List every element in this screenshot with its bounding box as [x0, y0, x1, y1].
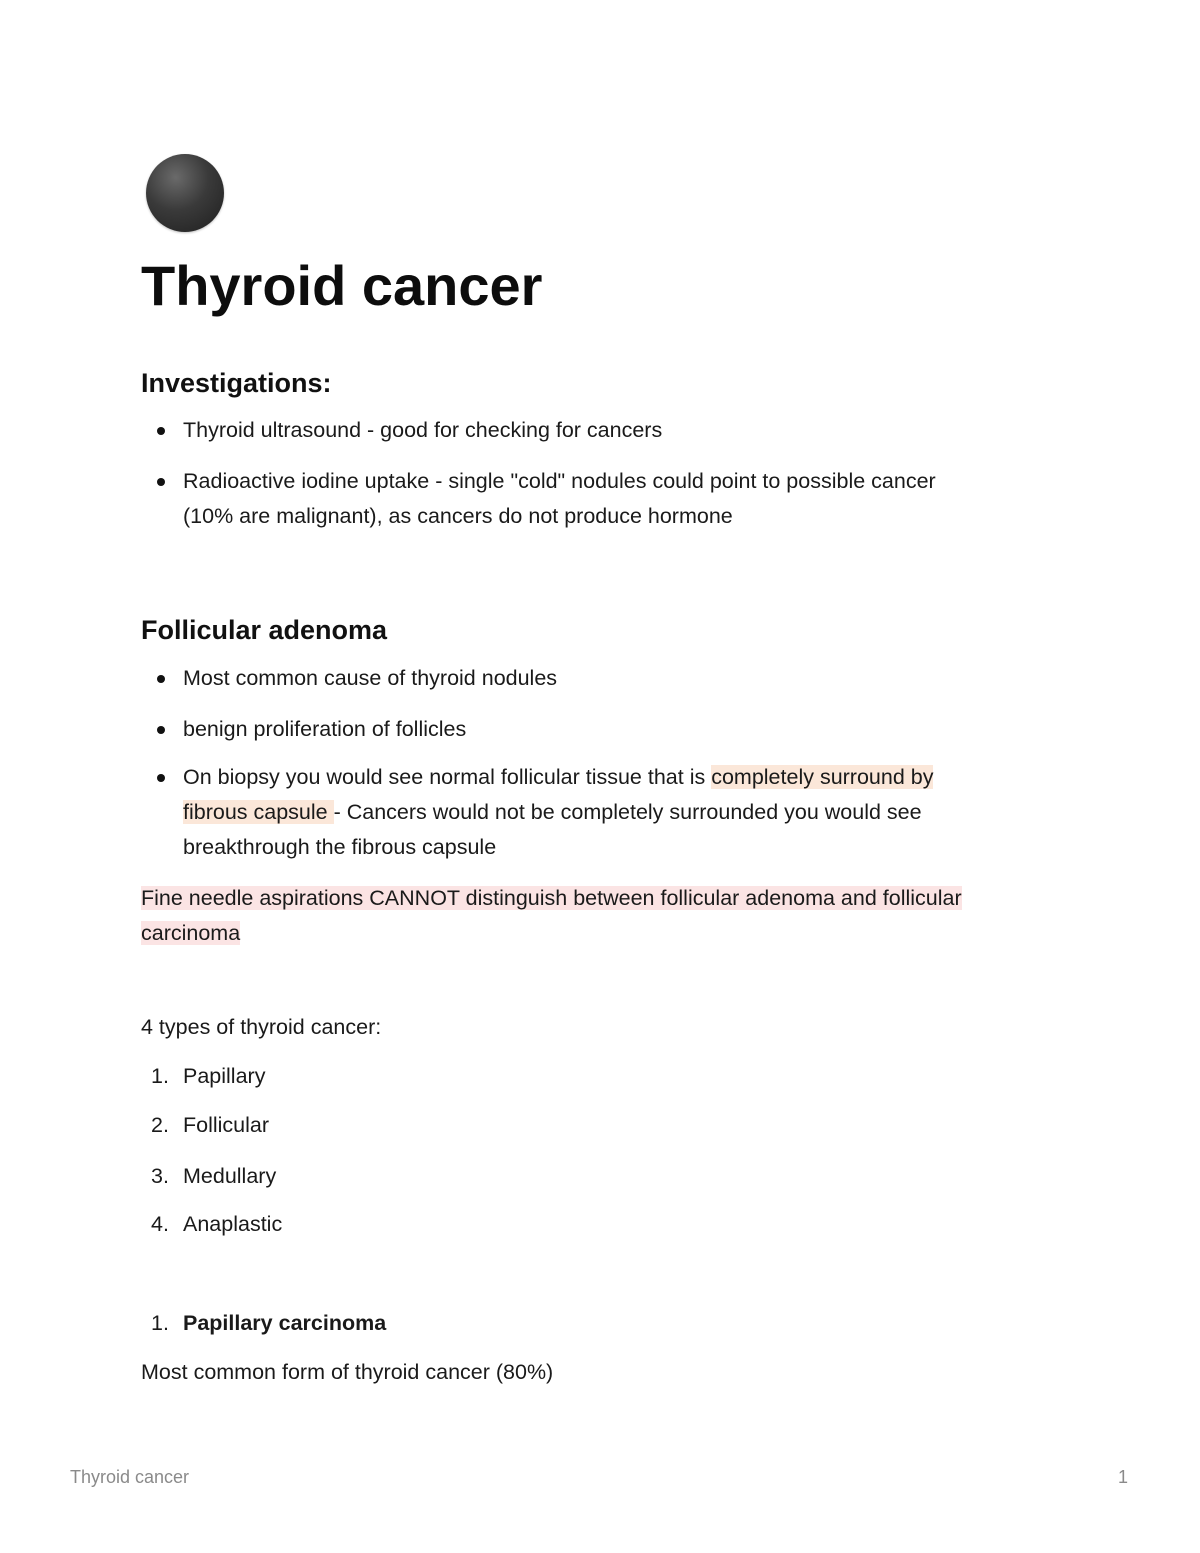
list-item-text: Most common cause of thyroid nodules: [183, 666, 558, 690]
bullet-icon: [157, 478, 165, 486]
list-number: 3.: [151, 1164, 169, 1188]
list-item-text: (10% are malignant), as cancers do not produce hormone: [183, 504, 733, 528]
footer-title: Thyroid cancer: [70, 1467, 190, 1487]
types-intro: 4 types of thyroid cancer:: [141, 1015, 382, 1039]
list-item-text: Medullary: [183, 1164, 277, 1188]
highlighted-text: fibrous capsule: [183, 800, 334, 824]
fna-note: [141, 916, 240, 951]
fna-note: [141, 881, 962, 916]
list-item-text: Thyroid ultrasound - good for checking for cancers: [183, 418, 663, 442]
biopsy-text: - Cancers would not be completely surrounded you would see: [333, 800, 922, 824]
list-item-text: Radioactive iodine uptake - single "cold" nodules could point to possible cancer: [183, 469, 936, 493]
list-item-text: Papillary: [183, 1064, 266, 1088]
bullet-icon: [157, 427, 165, 435]
investigations-heading: Investigations:: [141, 368, 332, 398]
list-item-text: breakthrough the fibrous capsule: [183, 835, 497, 859]
highlighted-text: completely surround by: [711, 765, 934, 789]
list-item-text: [183, 760, 933, 795]
page-title: Thyroid cancer: [141, 254, 543, 317]
highlighted-text: Fine needle aspirations CANNOT distinguish between follicular adenoma and follicular: [141, 886, 962, 910]
bullet-icon: [157, 726, 165, 734]
bullet-icon: [157, 774, 165, 782]
list-item-text: benign proliferation of follicles: [183, 717, 467, 741]
papillary-text: Most common form of thyroid cancer (80%): [141, 1360, 554, 1384]
follicular-adenoma-heading: Follicular adenoma: [141, 615, 388, 645]
list-item-text: Anaplastic: [183, 1212, 283, 1236]
list-number: 1.: [151, 1064, 169, 1088]
list-item-text: [183, 795, 922, 830]
dark-circle-icon: [146, 154, 224, 232]
list-number: 2.: [151, 1113, 169, 1137]
list-item-text: Follicular: [183, 1113, 270, 1137]
highlighted-text: carcinoma: [141, 921, 241, 945]
biopsy-text: On biopsy you would see normal follicular tissue that is: [183, 765, 712, 789]
list-number: 1.: [151, 1311, 169, 1335]
papillary-heading: Papillary carcinoma: [183, 1311, 387, 1335]
page-number: 1: [1117, 1467, 1128, 1487]
list-number: 4.: [151, 1212, 169, 1236]
bullet-icon: [157, 675, 165, 683]
